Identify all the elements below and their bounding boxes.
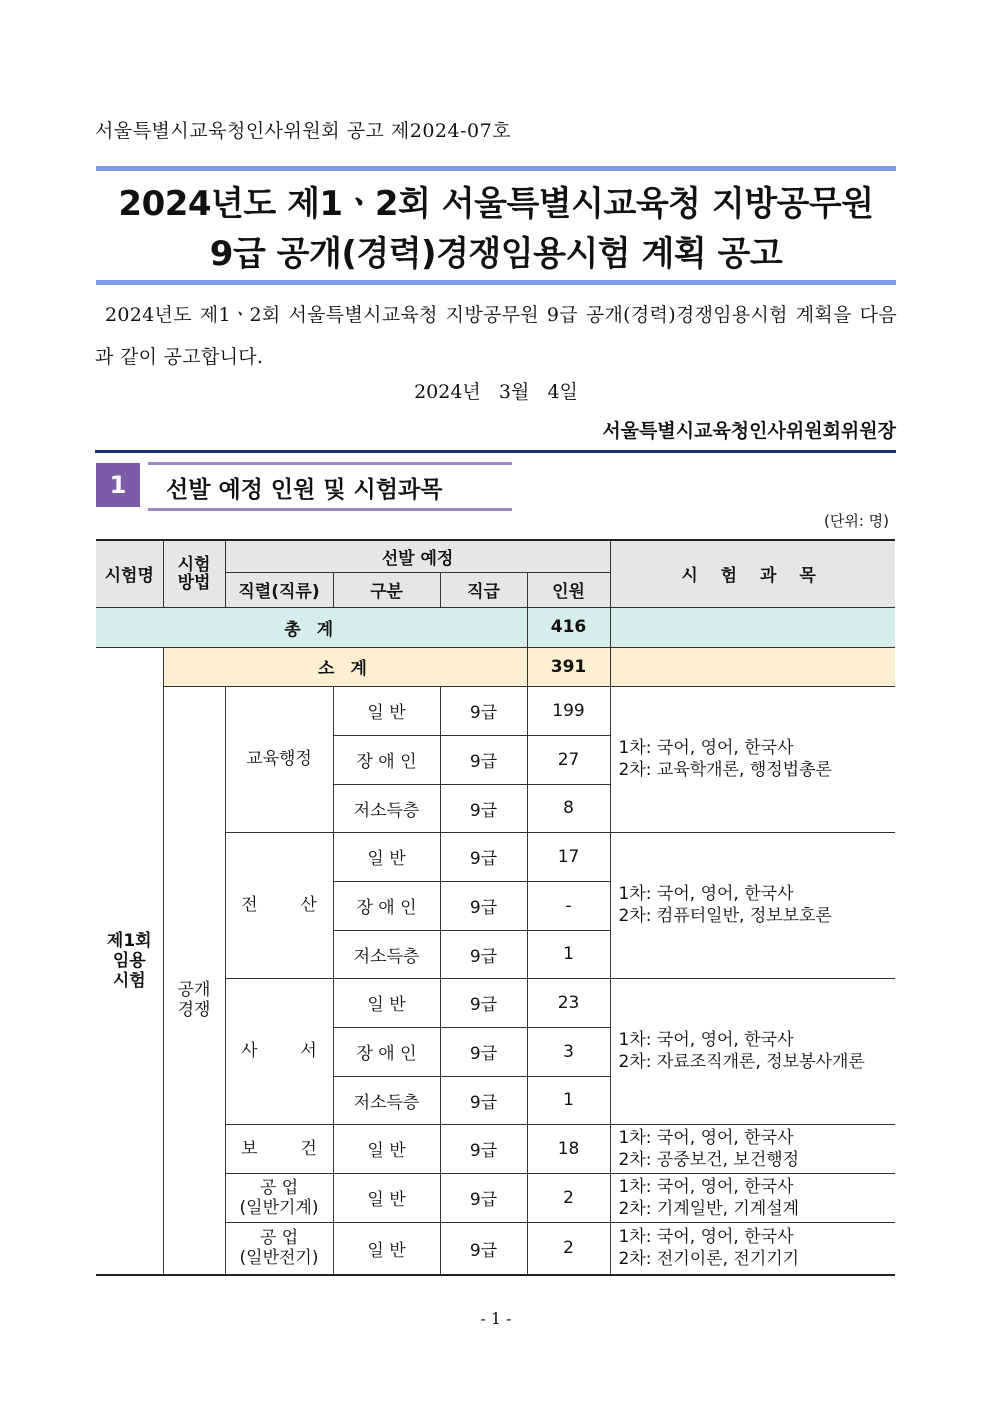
announcement-date: 2024년 3월 4일 — [414, 381, 578, 403]
subtotal-label: 소 계 — [163, 647, 527, 686]
count-cell: 17 — [527, 832, 610, 881]
grade-cell: 9급 — [440, 1222, 527, 1275]
section-heading — [148, 462, 512, 511]
header-job: 직렬(직류) — [225, 572, 333, 607]
count-cell: 2 — [527, 1173, 610, 1222]
grade-cell: 9급 — [440, 1173, 527, 1222]
intro-paragraph: 2024년도 제1ㆍ2회 서울특별시교육청 지방공무원 9급 공개(경력)경쟁임용시험 계획을 다음과 같이 공고합니다. — [95, 304, 897, 368]
header-count: 인원 — [527, 572, 610, 607]
grade-cell: 9급 — [440, 686, 527, 735]
header-subjects: 시 험 과 목 — [610, 540, 895, 607]
category-cell: 저소득층 — [333, 930, 440, 978]
selection-table — [96, 539, 895, 1276]
subjects-cell: 1차: 국어, 영어, 한국사 2차: 컴퓨터일반, 정보보호론 — [610, 832, 895, 978]
header-selection: 선발 예정 — [225, 540, 610, 572]
job-cell: 사 서 — [225, 978, 333, 1124]
grade-cell: 9급 — [440, 1124, 527, 1173]
grade-cell: 9급 — [440, 881, 527, 930]
grade-cell: 9급 — [440, 978, 527, 1027]
header-category: 구분 — [333, 572, 440, 607]
title-box — [96, 166, 896, 285]
header-grade: 직급 — [440, 572, 527, 607]
grade-cell: 9급 — [440, 832, 527, 881]
category-cell: 일 반 — [333, 1173, 440, 1222]
subtotal-subjects — [610, 647, 895, 686]
count-cell: 2 — [527, 1222, 610, 1275]
category-cell: 일 반 — [333, 1124, 440, 1173]
count-cell: 1 — [527, 1076, 610, 1124]
total-subjects — [610, 607, 895, 647]
count-cell: 1 — [527, 930, 610, 978]
grade-cell: 9급 — [440, 1076, 527, 1124]
count-cell: - — [527, 881, 610, 930]
divider-rule — [95, 450, 896, 453]
total-label: 총 계 — [96, 607, 527, 647]
page-number: - 1 - — [480, 1309, 512, 1328]
category-cell: 일 반 — [333, 1222, 440, 1275]
subjects-cell: 1차: 국어, 영어, 한국사 2차: 기계일반, 기계설계 — [610, 1173, 895, 1222]
subtotal-value: 391 — [527, 647, 610, 686]
count-cell: 3 — [527, 1027, 610, 1076]
category-cell: 일 반 — [333, 978, 440, 1027]
job-cell: 보 건 — [225, 1124, 333, 1173]
category-cell: 일 반 — [333, 832, 440, 881]
count-cell: 23 — [527, 978, 610, 1027]
total-value: 416 — [527, 607, 610, 647]
grade-cell: 9급 — [440, 930, 527, 978]
total-row — [96, 607, 895, 647]
grade-cell: 9급 — [440, 784, 527, 832]
category-cell: 저소득층 — [333, 1076, 440, 1124]
unit-note: (단위: 명) — [824, 512, 889, 530]
job-cell: 공 업 (일반기계) — [225, 1173, 333, 1222]
grade-cell: 9급 — [440, 1027, 527, 1076]
grade-cell: 9급 — [440, 735, 527, 784]
method-cell: 공개 경쟁 — [163, 686, 225, 1275]
subjects-cell: 1차: 국어, 영어, 한국사 2차: 교육학개론, 행정법총론 — [610, 686, 895, 832]
count-cell: 8 — [527, 784, 610, 832]
job-cell: 전 산 — [225, 832, 333, 978]
subjects-cell: 1차: 국어, 영어, 한국사 2차: 자료조직개론, 정보봉사개론 — [610, 978, 895, 1124]
subtotal-row — [96, 647, 895, 686]
subjects-cell: 1차: 국어, 영어, 한국사 2차: 전기이론, 전기기기 — [610, 1222, 895, 1275]
category-cell: 장 애 인 — [333, 1027, 440, 1076]
category-cell: 일 반 — [333, 686, 440, 735]
signer: 서울특별시교육청인사위원회위원장 — [602, 420, 896, 442]
header-exam-method: 시험 방법 — [163, 540, 225, 607]
header-exam-name: 시험명 — [96, 540, 163, 607]
category-cell: 장 애 인 — [333, 881, 440, 930]
title-line-2: 9급 공개(경력)경쟁임용시험 계획 공고 — [209, 234, 783, 274]
job-cell: 공 업 (일반전기) — [225, 1222, 333, 1275]
subjects-cell: 1차: 국어, 영어, 한국사 2차: 공중보건, 보건행정 — [610, 1124, 895, 1173]
title-line-1: 2024년도 제1ㆍ2회 서울특별시교육청 지방공무원 — [118, 184, 874, 224]
job-cell: 교육행정 — [225, 686, 333, 832]
notice-number: 서울특별시교육청인사위원회 공고 제2024-07호 — [95, 120, 512, 142]
count-cell: 27 — [527, 735, 610, 784]
category-cell: 저소득층 — [333, 784, 440, 832]
count-cell: 18 — [527, 1124, 610, 1173]
table-row — [96, 686, 895, 735]
category-cell: 장 애 인 — [333, 735, 440, 784]
section-title: 선발 예정 인원 및 시험과목 — [166, 477, 443, 503]
exam-name-cell: 제1회 임용 시험 — [96, 647, 163, 1275]
count-cell: 199 — [527, 686, 610, 735]
section-number-badge: 1 — [96, 463, 140, 507]
